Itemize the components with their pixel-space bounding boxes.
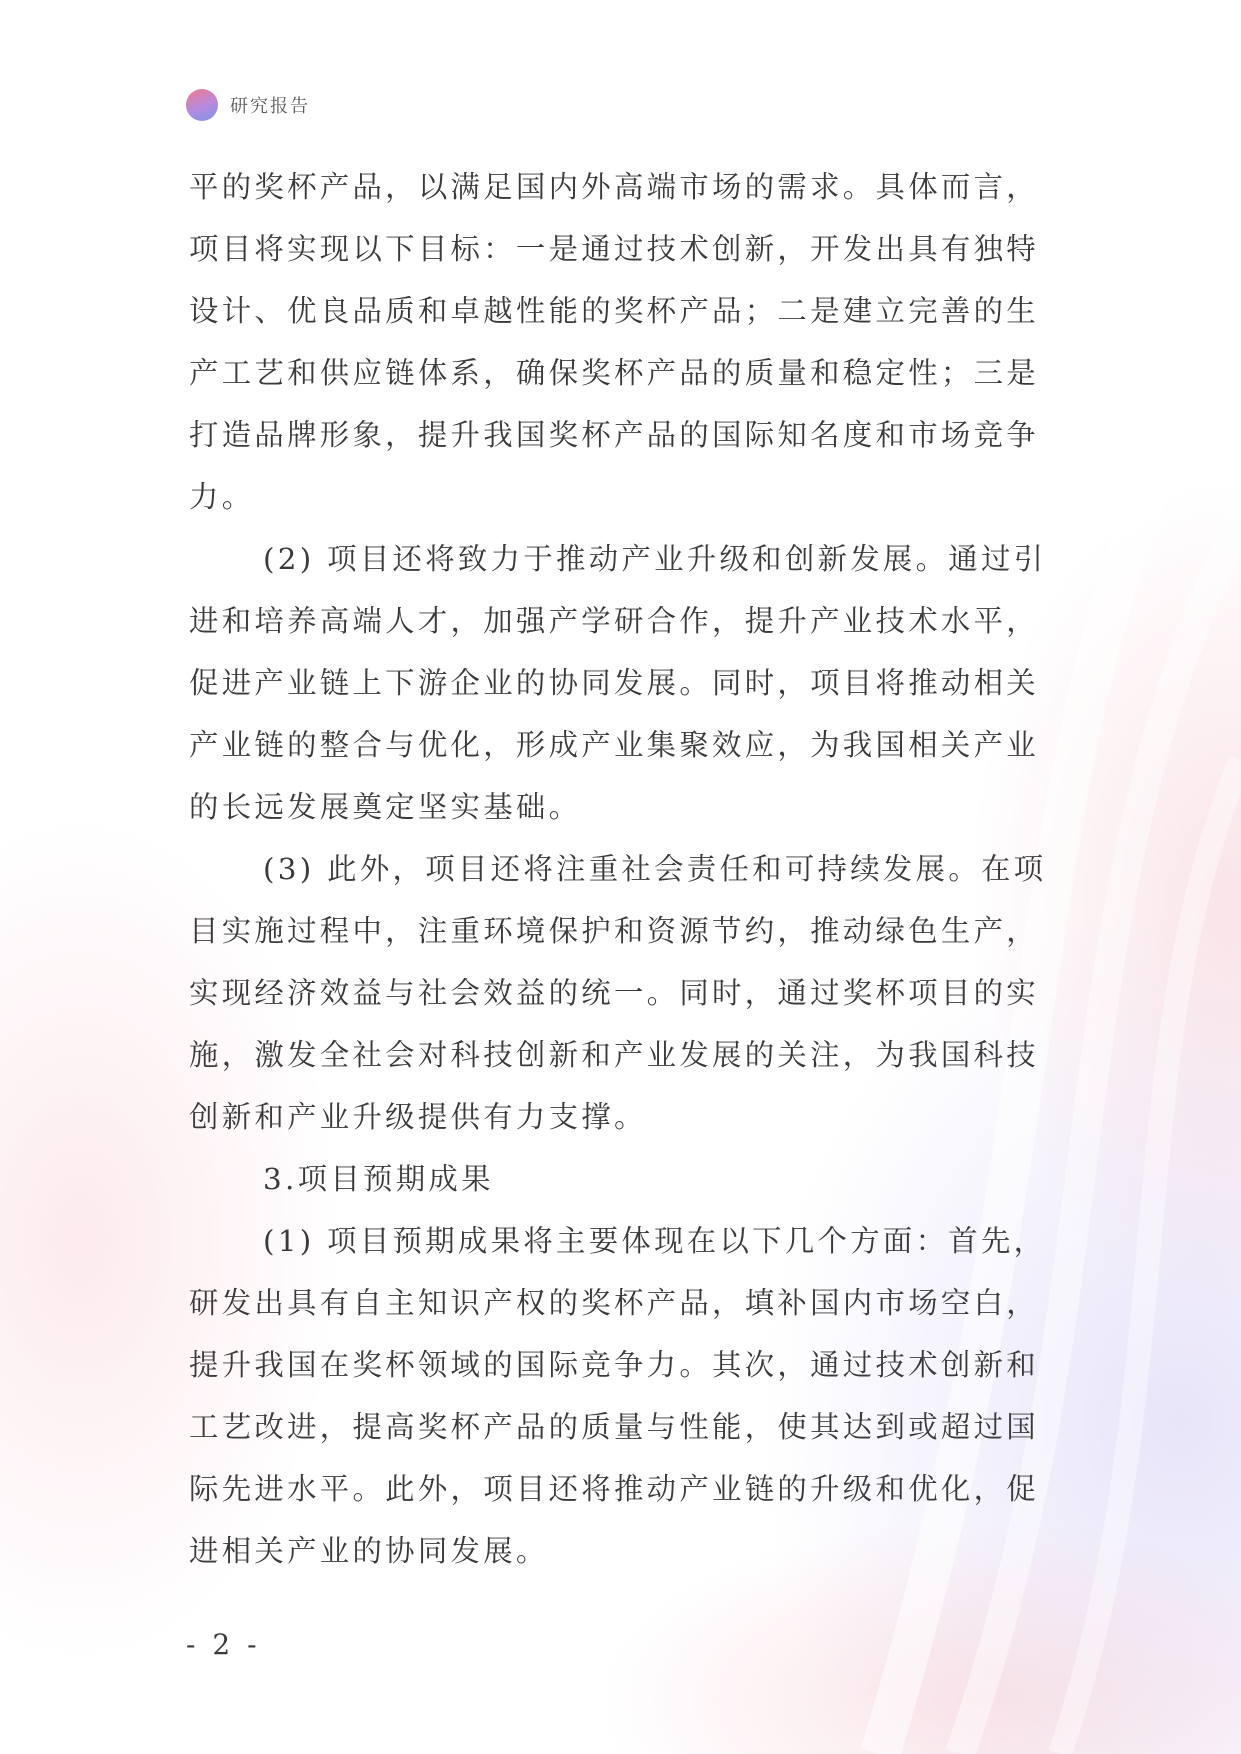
paragraph-line: (1) 项目预期成果将主要体现在以下几个方面：首先，	[263, 1224, 1047, 1258]
paragraph-line: 创新和产业升级提供有力支撑。	[189, 1100, 647, 1134]
paragraph-line: 产工艺和供应链体系，确保奖杯产品的质量和稳定性；三是	[189, 356, 1039, 390]
paragraph-line: 平的奖杯产品，以满足国内外高端市场的需求。具体而言，	[189, 170, 1039, 204]
paragraph-line: (3) 此外，项目还将注重社会责任和可持续发展。在项	[263, 852, 1047, 886]
paragraph-line: 进和培养高端人才，加强产学研合作，提升产业技术水平，	[189, 604, 1039, 638]
paragraph-line: 目实施过程中，注重环境保护和资源节约，推动绿色生产，	[189, 914, 1039, 948]
report-header	[186, 88, 310, 122]
logo-icon	[186, 89, 218, 121]
page-number: - 2 -	[186, 1628, 261, 1661]
paragraph-line: (2) 项目还将致力于推动产业升级和创新发展。通过引	[263, 542, 1047, 576]
paragraph-line: 促进产业链上下游企业的协同发展。同时，项目将推动相关	[189, 666, 1039, 700]
paragraph-line: 实现经济效益与社会效益的统一。同时，通过奖杯项目的实	[189, 976, 1039, 1010]
paragraph-line: 工艺改进，提高奖杯产品的质量与性能，使其达到或超过国	[189, 1410, 1039, 1444]
paragraph-line: 项目将实现以下目标：一是通过技术创新，开发出具有独特	[189, 232, 1039, 266]
paragraph-line: 提升我国在奖杯领域的国际竞争力。其次，通过技术创新和	[189, 1348, 1039, 1382]
section-heading: 3.项目预期成果	[263, 1162, 494, 1196]
paragraph-line: 进相关产业的协同发展。	[189, 1534, 549, 1568]
paragraph-line: 力。	[189, 480, 255, 514]
paragraph-line: 产业链的整合与优化，形成产业集聚效应，为我国相关产业	[189, 728, 1039, 762]
paragraph-line: 打造品牌形象，提升我国奖杯产品的国际知名度和市场竞争	[189, 418, 1039, 452]
paragraph-line: 施，激发全社会对科技创新和产业发展的关注，为我国科技	[189, 1038, 1039, 1072]
paragraph-line: 研发出具有自主知识产权的奖杯产品，填补国内市场空白，	[189, 1286, 1039, 1320]
document-body	[189, 156, 1069, 1582]
paragraph-line: 设计、优良品质和卓越性能的奖杯产品；二是建立完善的生	[189, 294, 1039, 328]
paragraph-line: 的长远发展奠定坚实基础。	[189, 790, 582, 824]
header-title: 研究报告	[230, 96, 310, 117]
paragraph-line: 际先进水平。此外，项目还将推动产业链的升级和优化，促	[189, 1472, 1039, 1506]
